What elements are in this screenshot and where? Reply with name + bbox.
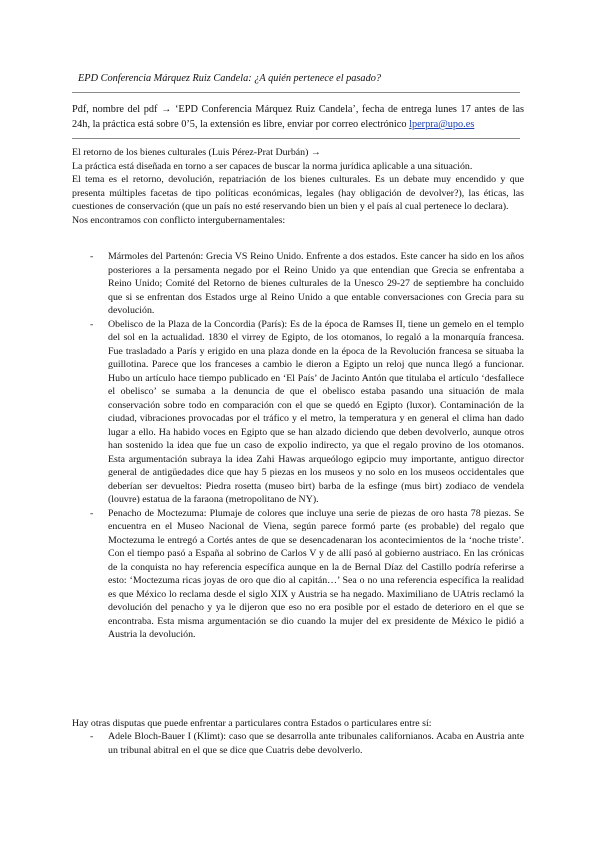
private-disputes-heading: Hay otras disputas que puede enfrentar a particulares contra Estados o particulares entre sí: — [72, 718, 432, 729]
section-heading: El retorno de los bienes culturales (Luis Pérez-Prat Durbán) → — [72, 147, 321, 158]
list-item — [72, 250, 524, 318]
instructions-text: Pdf, nombre del pdf → ‘EPD Conferencia Márquez Ruiz Candela’, fecha de entrega lunes 17 antes de las 24h, la práctica está sobre 0’5, la extensión es libre, enviar por correo electrónico — [72, 104, 524, 130]
list-item — [72, 507, 524, 642]
list-item — [72, 318, 524, 507]
list-dash: - — [90, 731, 94, 742]
top-divider — [72, 92, 520, 93]
private-dispute-list — [72, 730, 524, 757]
list-item-text: Obelisco de la Plaza de la Concordia (París): Es de la época de Ramses II, tiene un gemelo en el templo del sol en la actualidad. 1830 el virrey de Egipto, de los otomanos, lo regaló a la monarquía francesa. Fue trasladado a París y erigido en una plaza donde en la época de la Revolución francesa se situaba la guillotina. Parece que los franceses a cambio le dieron a Egipto un reloj que nunca llegó a funcionar. Hubo un artículo hace tiempo publicado en ‘El País’ de Jacinto Antón que titulaba el artículo ‘desfallece el obelisco’ se sumaba a la denuncia de que el obelisco estaba pasando una situación de mala conservación sobre todo en comparación con el que se quedó en Egipto (luxor). Contaminación de la ciudad, vibraciones provocadas por el tráfico y el metro, la temperatura y en general el clima han dado lugar a ello. Ha habido voces en Egipto que se han alzado diciendo que deben devolverlo, aunque otros han sostenido la idea que fue un caso de expolio indirecto, ya que el regalo provino de los otomanos. Esta argumentación subraya la idea Zahi Hawas arqueólogo egipcio muy importante, antiguo director general de antigüedades dice que hay 5 piezas en los museos y no solo en los museos occidentales que deberían ser devueltos: Piedra rosetta (museo birt) barba de la esfinge (mus birt) zodiaco de vendela (louvre) estatua de la faraona (metropolitano de NY). — [108, 318, 524, 505]
document-title: EPD Conferencia Márquez Ruiz Candela: ¿A quién pertenece el pasado? — [78, 73, 382, 84]
list-item-text: Mármoles del Partenón: Grecia VS Reino Unido. Enfrente a dos estados. Este cancer ha sido en los años posteriores a la persamenta negado por el Reino Unido ya que entendian que Grecia se enfrentaba a Reino Unido; Comité del Retorno de bienes culturales de la Unesco 29-27 de septiembre ha concluido que si se enfrentan dos Estados urge al Reino Unido a que entable conversaciones con Grecia para su devolución. — [108, 251, 524, 316]
list-item-text: Penacho de Moctezuma: Plumaje de colores que incluye una serie de piezas de oro hasta 78 piezas. Se encuentra en el Museo Nacional de Viena, según parece formó parte (es probable) del regalo que Moctezuma le entregó a Cortés antes de que se desencadenaran los acontecimientos de la ‘noche triste’. Con el tiempo pasó a España al sobrino de Carlos V y de allí pasó al gobierno austriaco. En las crónicas de la conquista no hay referencia específica aunque en la de Bernal Díaz del Castillo podría referirse a esto: ‘Moctezuma ricas joyas de oro que dio al capitán…’ Sea o no una referencia específica la realidad es que México lo reclama desde el siglo XIX y Austria se ha negado. Maximiliano de UAtris reclamó la devolución del penacho y ya le dijeron que eso no era posible por el estado de deterioro en el que se encontraba. Esta misma argumentación se dio cuando la mujer del ex presidente de México le pidió a Austria la devolución. — [108, 507, 524, 640]
intro-paragraph: Nos encontramos con conflicto intergubernamentales: — [72, 214, 286, 226]
list-dash: - — [90, 507, 94, 519]
email-link[interactable]: lperpra@upo.es — [409, 119, 475, 130]
conflict-list — [72, 250, 524, 642]
intro-paragraph: El tema es el retorno, devolución, repatriación de los bienes culturales. Es un debate muy encendido y que presenta múltiples facetas de tipo políticas económicas, legales (hay obligación de devolver?), las éticas, las cuestiones de conservación (que un país no esté reservando bien un bien y el país al cual pertenece lo declara). — [72, 174, 524, 212]
list-item — [72, 730, 524, 757]
list-dash: - — [90, 251, 94, 262]
submission-instructions — [72, 102, 524, 132]
intro-paragraph: La práctica está diseñada en torno a ser capaces de buscar la norma jurídica aplicable a una situación. — [72, 160, 473, 172]
private-disputes-section — [72, 717, 524, 731]
intro-section — [72, 146, 524, 227]
instructions-divider — [72, 138, 520, 139]
list-item-text: Adele Bloch-Bauer I (Klimt): caso que se desarrolla ante tribunales californianos. Acaba en Austria ante un tribunal abitral en el que se dice que Cuatris debe devolverlo. — [108, 731, 524, 756]
list-dash: - — [90, 318, 94, 330]
